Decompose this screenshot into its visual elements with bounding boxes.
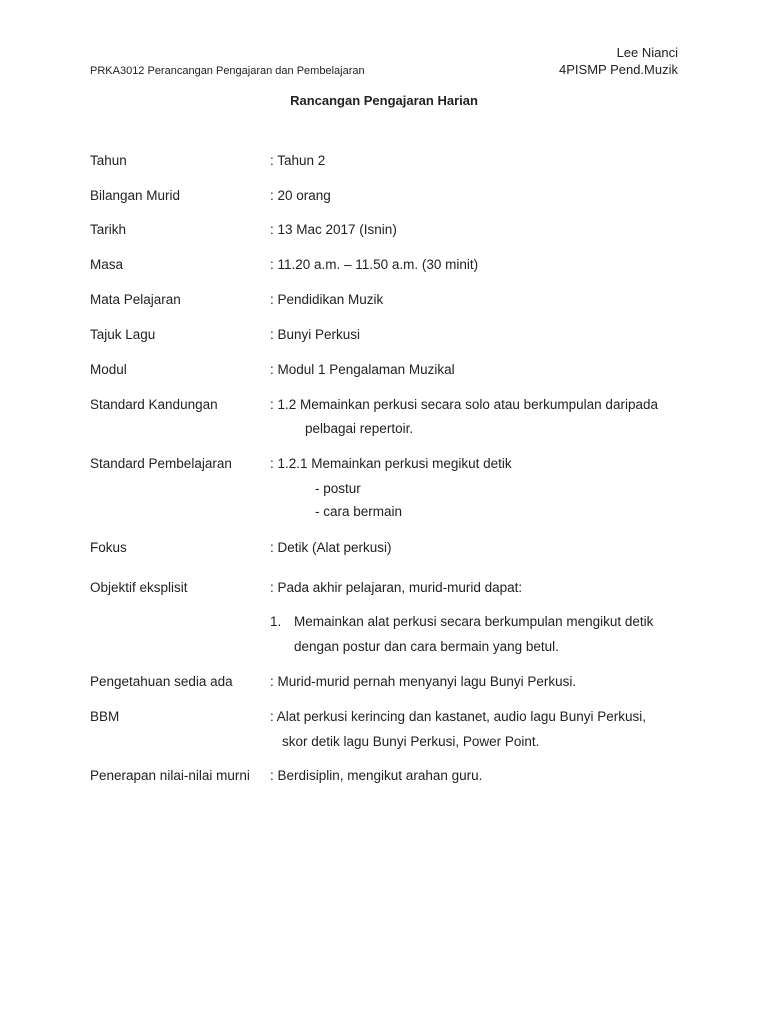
field-value: : Modul 1 Pengalaman Muzikal [270,362,455,377]
field-value: : 1.2 Memainkan perkusi secara solo atau berkumpulan daripada [270,397,658,412]
field-label: Fokus [90,540,127,555]
field-label: Masa [90,257,124,272]
field-value: : Berdisiplin, mengikut arahan guru. [270,768,483,783]
field-label: BBM [90,709,120,724]
author-name: Lee Nianci [616,45,678,60]
field-value: : 13 Mac 2017 (Isnin) [270,222,397,237]
field-label: Penerapan nilai-nilai murni [90,768,250,783]
field-value: : Bunyi Perkusi [270,327,361,342]
field-label: Tajuk Lagu [90,327,156,342]
field-label: Pengetahuan sedia ada [90,674,233,689]
field-value-subitem: - cara bermain [315,504,403,519]
field-value: : Tahun 2 [270,153,326,168]
objective-list-item: Memainkan alat perkusi secara berkumpulan mengikut detik [294,614,654,629]
field-value: : 1.2.1 Memainkan perkusi megikut detik [270,456,512,471]
objective-list-item: dengan postur dan cara bermain yang betul. [294,639,559,654]
field-label: Bilangan Murid [90,188,181,203]
field-value: : Detik (Alat perkusi) [270,540,392,555]
course-title: PRKA3012 Perancangan Pengajaran dan Pembelajaran [90,65,365,77]
author-program: 4PISMP Pend.Muzik [559,62,678,77]
field-value-continuation: skor detik lagu Bunyi Perkusi, Power Point. [282,734,540,749]
field-label: Standard Kandungan [90,397,218,412]
field-label: Tarikh [90,222,127,237]
field-label: Standard Pembelajaran [90,456,232,471]
field-value: : Murid-murid pernah menyanyi lagu Bunyi Perkusi. [270,674,577,689]
field-value: : Pada akhir pelajaran, murid-murid dapat: [270,580,523,595]
field-value: : Alat perkusi kerincing dan kastanet, audio lagu Bunyi Perkusi, [270,709,646,724]
field-value-continuation: pelbagai repertoir. [305,421,414,436]
field-value: : 20 orang [270,188,331,203]
field-label: Objektif eksplisit [90,580,188,595]
field-value-subitem: - postur [315,481,361,496]
field-label: Tahun [90,153,127,168]
document-title: Rancangan Pengajaran Harian [290,93,478,108]
field-value: : Pendidikan Muzik [270,292,384,307]
field-label: Modul [90,362,127,377]
field-value: : 11.20 a.m. – 11.50 a.m. (30 minit) [270,257,479,272]
field-label: Mata Pelajaran [90,292,181,307]
objective-list-number: 1. [270,614,282,629]
